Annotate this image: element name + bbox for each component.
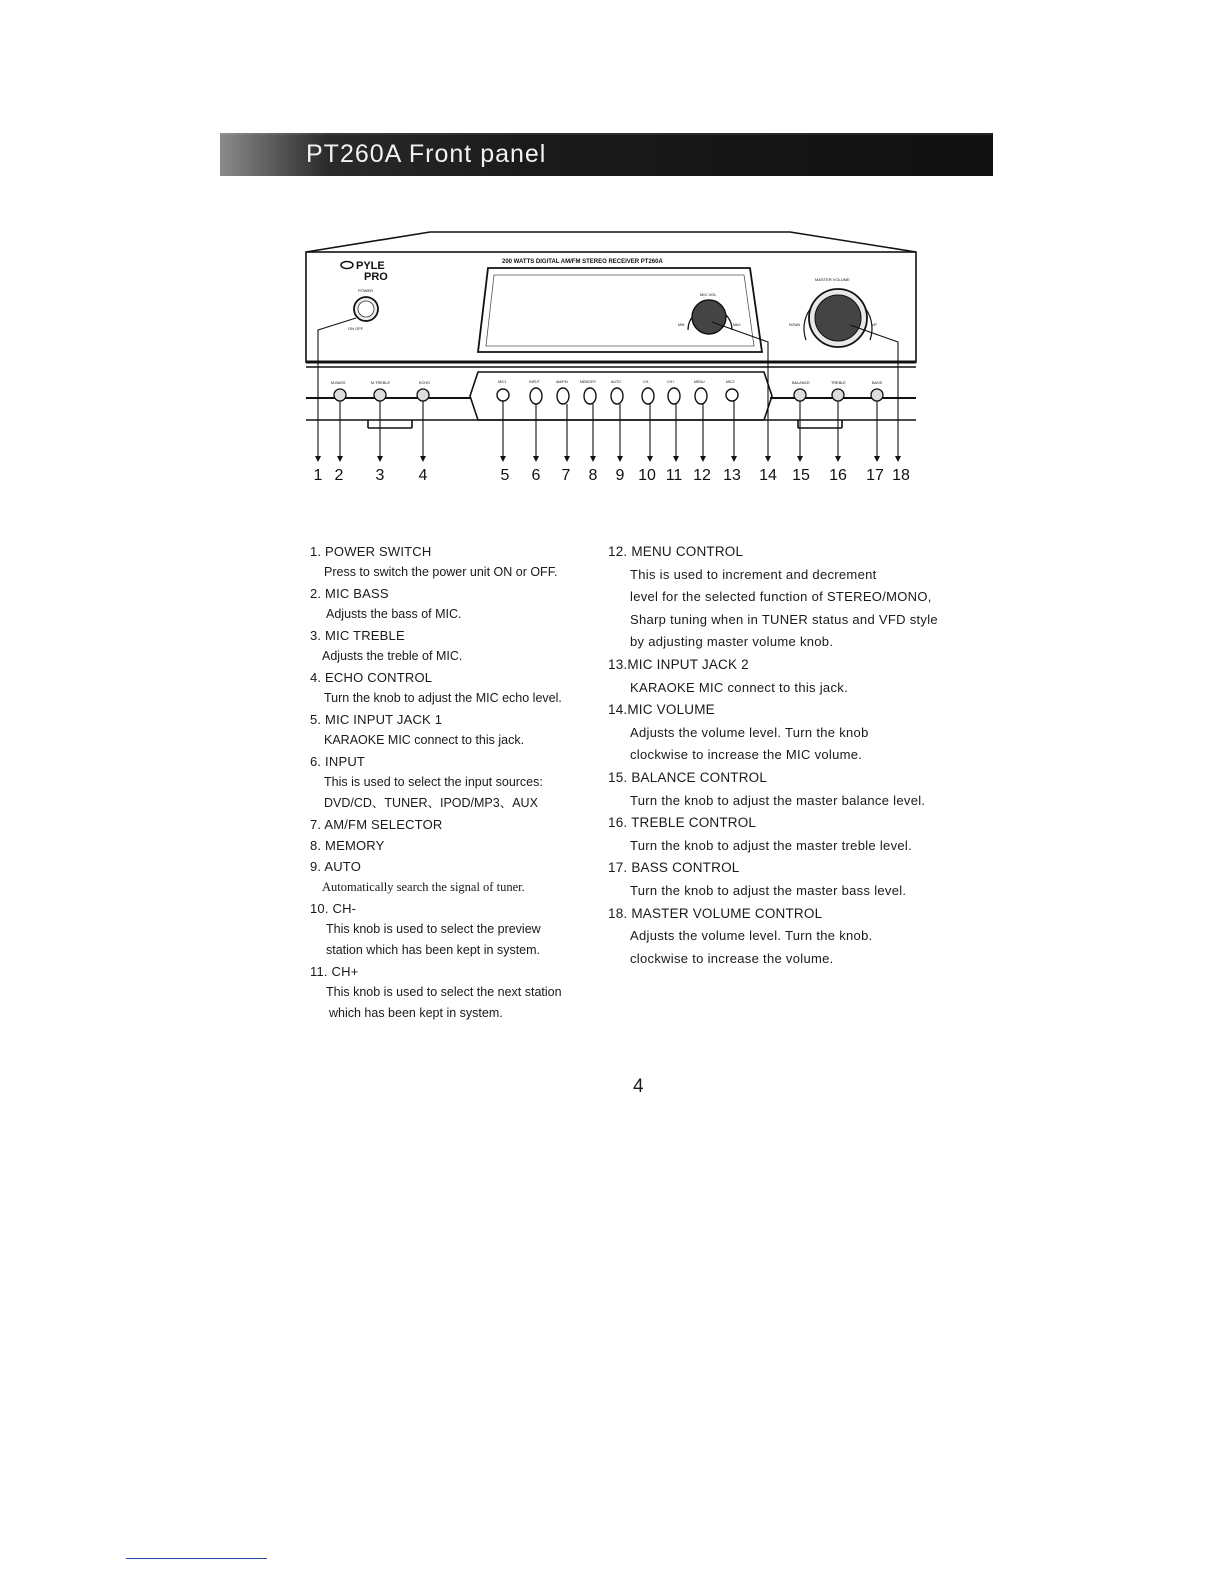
item-title: 18. MASTER VOLUME CONTROL bbox=[608, 905, 823, 921]
item-desc: clockwise to increase the volume. bbox=[630, 950, 834, 966]
master-up-label: UP bbox=[872, 323, 877, 327]
ch-minus-button bbox=[642, 388, 654, 404]
ch-plus-button bbox=[668, 388, 680, 404]
mic1-label: MIC1 bbox=[498, 380, 507, 384]
footnote-divider bbox=[126, 1558, 267, 1559]
right-description-list bbox=[608, 541, 978, 970]
item-desc: This is used to increment and decrement bbox=[630, 566, 877, 582]
callout-arrowheads bbox=[315, 456, 901, 462]
item-title: 17. BASS CONTROL bbox=[608, 860, 740, 876]
master-volume-label: MASTER VOLUME bbox=[815, 277, 850, 282]
item-title: 3. MIC TREBLE bbox=[310, 628, 405, 643]
item-desc: DVD/CD、TUNER、IPOD/MP3、AUX bbox=[324, 796, 538, 810]
item-desc: Press to switch the power unit ON or OFF. bbox=[324, 565, 558, 579]
input-label: INPUT bbox=[529, 380, 540, 384]
button-labels bbox=[498, 380, 735, 384]
item-desc: This knob is used to select the preview bbox=[326, 922, 541, 936]
page-number: 4 bbox=[633, 1076, 644, 1097]
mic-volume-knob bbox=[692, 300, 726, 334]
memory-button bbox=[584, 388, 596, 404]
item-title: 13.MIC INPUT JACK 2 bbox=[608, 656, 749, 672]
mic2-label: MIC2 bbox=[726, 380, 735, 384]
brand-bottom-text: PRO bbox=[364, 271, 388, 283]
callout-leader-lines bbox=[318, 318, 898, 456]
item-title: 16. TREBLE CONTROL bbox=[608, 815, 757, 831]
item-title: 10. CH- bbox=[310, 901, 357, 916]
item-title: 2. MIC BASS bbox=[310, 586, 389, 601]
item-title: 6. INPUT bbox=[310, 754, 366, 769]
mic1-jack bbox=[497, 389, 509, 401]
power-on-off-label: ON OFF bbox=[348, 326, 364, 331]
callout-18: 18 bbox=[892, 467, 910, 484]
treble-label: TREBLE bbox=[831, 381, 846, 385]
item-title: 8. MEMORY bbox=[310, 838, 385, 853]
callout-12: 12 bbox=[693, 467, 711, 484]
callout-numbers bbox=[314, 467, 910, 484]
section-header-banner bbox=[220, 133, 993, 176]
m-treble-knob bbox=[374, 389, 386, 401]
item-desc: Turn the knob to adjust the master treble level. bbox=[630, 837, 913, 853]
item-desc: Sharp tuning when in TUNER status and VFD style bbox=[630, 611, 938, 627]
left-description-list bbox=[310, 541, 590, 1024]
master-down-label: DOWN bbox=[789, 323, 801, 327]
callout-15: 15 bbox=[792, 467, 810, 484]
item-title: 9. AUTO bbox=[310, 859, 362, 874]
callout-4: 4 bbox=[418, 467, 428, 484]
m-treble-label: M.TREBLE bbox=[371, 381, 390, 385]
item-desc: level for the selected function of STEREO/MONO, bbox=[630, 589, 932, 605]
brand-top-text: PYLE bbox=[356, 260, 385, 272]
item-desc: clockwise to increase the MIC volume. bbox=[630, 747, 863, 763]
item-desc: KARAOKE MIC connect to this jack. bbox=[324, 733, 525, 747]
callout-16: 16 bbox=[829, 467, 847, 484]
item-desc: This knob is used to select the next station bbox=[326, 985, 562, 999]
item-desc: by adjusting master volume knob. bbox=[630, 634, 834, 650]
mic-vol-label: MIC.VOL bbox=[700, 292, 717, 297]
item-desc: Adjusts the volume level. Turn the knob. bbox=[630, 928, 873, 944]
item-title: 14.MIC VOLUME bbox=[608, 702, 715, 718]
item-desc: Adjusts the treble of MIC. bbox=[322, 649, 463, 663]
page-title: PT260A Front panel bbox=[306, 140, 547, 168]
item-desc: which has been kept in system. bbox=[329, 1006, 503, 1020]
item-desc: Turn the knob to adjust the master balance level. bbox=[630, 792, 926, 808]
callout-13: 13 bbox=[723, 467, 741, 484]
callout-7: 7 bbox=[561, 467, 571, 484]
front-panel-diagram bbox=[290, 222, 930, 490]
item-title: 11. CH+ bbox=[310, 964, 359, 979]
item-desc: station which has been kept in system. bbox=[326, 943, 541, 957]
item-desc: Adjusts the volume level. Turn the knob bbox=[630, 724, 869, 740]
item-title: 5. MIC INPUT JACK 1 bbox=[310, 712, 443, 727]
memory-label: MEMORY bbox=[580, 380, 597, 384]
menu-label: MENU bbox=[694, 380, 705, 384]
bass-label: BASS bbox=[872, 381, 883, 385]
callout-10: 10 bbox=[638, 467, 656, 484]
amfm-button bbox=[557, 388, 569, 404]
item-desc: Adjusts the bass of MIC. bbox=[326, 607, 462, 621]
item-title: 7. AM/FM SELECTOR bbox=[310, 817, 443, 832]
amfm-label: AM/FM bbox=[556, 380, 568, 384]
pyle-pro-logo bbox=[341, 260, 388, 283]
item-title: 12. MENU CONTROL bbox=[608, 544, 744, 559]
callout-9: 9 bbox=[615, 467, 625, 484]
m-bass-label: M.BASS bbox=[331, 381, 346, 385]
menu-button bbox=[695, 388, 707, 404]
bass-knob bbox=[871, 389, 883, 401]
callout-8: 8 bbox=[588, 467, 598, 484]
model-line: 200 WATTS DIGITAL AM/FM STEREO RECEIVER PT260A bbox=[502, 259, 663, 265]
balance-knob bbox=[794, 389, 806, 401]
callout-17: 17 bbox=[866, 467, 884, 484]
balance-label: BALANCE bbox=[792, 381, 810, 385]
auto-button bbox=[611, 388, 623, 404]
echo-knob bbox=[417, 389, 429, 401]
knob-labels bbox=[331, 381, 883, 385]
ch-plus-label: CH+ bbox=[667, 380, 675, 384]
item-desc: KARAOKE MIC connect to this jack. bbox=[630, 679, 848, 695]
item-desc: Automatically search the signal of tuner. bbox=[322, 880, 525, 894]
echo-label: ECHO bbox=[419, 381, 430, 385]
item-desc: This is used to select the input sources: bbox=[324, 775, 543, 789]
callout-2: 2 bbox=[334, 467, 344, 484]
item-desc: Turn the knob to adjust the MIC echo level. bbox=[324, 691, 562, 705]
m-bass-knob bbox=[334, 389, 346, 401]
treble-knob bbox=[832, 389, 844, 401]
auto-label: AUTO bbox=[611, 380, 621, 384]
power-label: POWER bbox=[358, 288, 374, 293]
callout-14: 14 bbox=[759, 467, 777, 484]
callout-11: 11 bbox=[665, 467, 683, 484]
mic-vol-max: MAX bbox=[733, 323, 741, 327]
callout-6: 6 bbox=[531, 467, 541, 484]
item-desc: Turn the knob to adjust the master bass level. bbox=[630, 882, 907, 898]
item-title: 4. ECHO CONTROL bbox=[310, 670, 433, 685]
callout-3: 3 bbox=[375, 467, 385, 484]
ch-minus-label: CH- bbox=[643, 380, 650, 384]
item-title: 15. BALANCE CONTROL bbox=[608, 769, 768, 785]
callout-5: 5 bbox=[500, 467, 510, 484]
mic-vol-min: MIN bbox=[678, 323, 685, 327]
mic2-jack bbox=[726, 389, 738, 401]
item-title: 1. POWER SWITCH bbox=[310, 544, 432, 559]
input-button bbox=[530, 388, 542, 404]
callout-1: 1 bbox=[313, 467, 323, 484]
